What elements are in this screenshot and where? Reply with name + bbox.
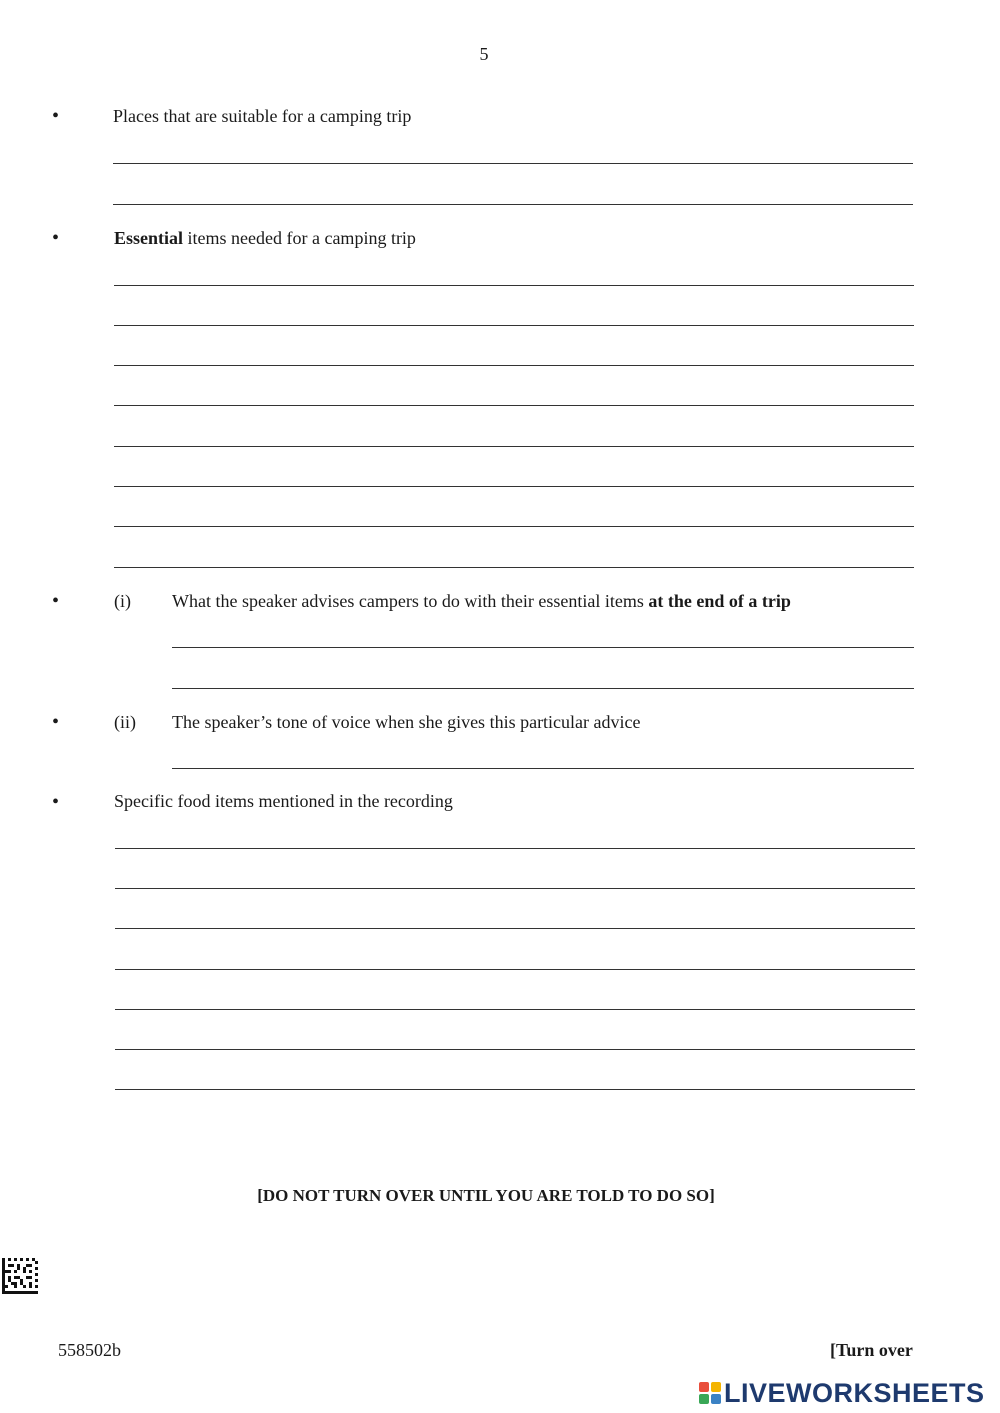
bullet-icon: • — [52, 791, 60, 813]
paper-code: 558502b — [58, 1340, 121, 1360]
answer-line[interactable] — [114, 446, 914, 447]
answer-line[interactable] — [114, 325, 914, 326]
answer-line[interactable] — [172, 688, 914, 689]
page-number: 5 — [479, 44, 489, 64]
answer-line[interactable] — [115, 1049, 915, 1050]
answer-line[interactable] — [115, 1089, 915, 1090]
answer-line[interactable] — [172, 647, 914, 648]
question-2-label-bold: Essential — [114, 228, 184, 248]
liveworksheets-brand — [698, 1376, 985, 1410]
answer-line[interactable] — [113, 204, 913, 205]
do-not-turn-over-notice: [DO NOT TURN OVER UNTIL YOU ARE TOLD TO DO SO] — [257, 1186, 715, 1205]
question-4-label: The speaker’s tone of voice when she gives this particular advice — [172, 712, 641, 732]
brand-name: LIVEWORKSHEETS — [724, 1377, 985, 1408]
bullet-icon: • — [52, 105, 60, 127]
answer-line[interactable] — [115, 888, 915, 889]
datamatrix-code-icon — [2, 1258, 38, 1294]
answer-line[interactable] — [114, 405, 914, 406]
question-4-number: (ii) — [114, 712, 136, 732]
bullet-icon: • — [52, 711, 60, 733]
answer-line[interactable] — [114, 526, 914, 527]
bullet-icon: • — [52, 227, 60, 249]
question-1-label: Places that are suitable for a camping trip — [113, 106, 412, 126]
question-3-label-bold: at the end of a trip — [648, 591, 791, 611]
answer-line[interactable] — [172, 768, 914, 769]
answer-line[interactable] — [115, 969, 915, 970]
question-2-label-rest: items needed for a camping trip — [183, 228, 416, 248]
answer-line[interactable] — [115, 1009, 915, 1010]
question-3-label — [172, 590, 791, 612]
question-2-label — [114, 227, 416, 249]
question-5-label: Specific food items mentioned in the recording — [114, 791, 453, 811]
liveworksheets-logo-icon — [698, 1381, 722, 1405]
question-3-number: (i) — [114, 591, 131, 611]
answer-line[interactable] — [114, 486, 914, 487]
answer-line[interactable] — [114, 285, 914, 286]
bullet-icon: • — [52, 590, 60, 612]
turn-over-label: [Turn over — [830, 1340, 913, 1360]
question-3-label-plain: What the speaker advises campers to do with their essential items — [172, 591, 649, 611]
answer-line[interactable] — [115, 848, 915, 849]
answer-line[interactable] — [114, 365, 914, 366]
answer-line[interactable] — [114, 567, 914, 568]
answer-line[interactable] — [113, 163, 913, 164]
answer-line[interactable] — [115, 928, 915, 929]
